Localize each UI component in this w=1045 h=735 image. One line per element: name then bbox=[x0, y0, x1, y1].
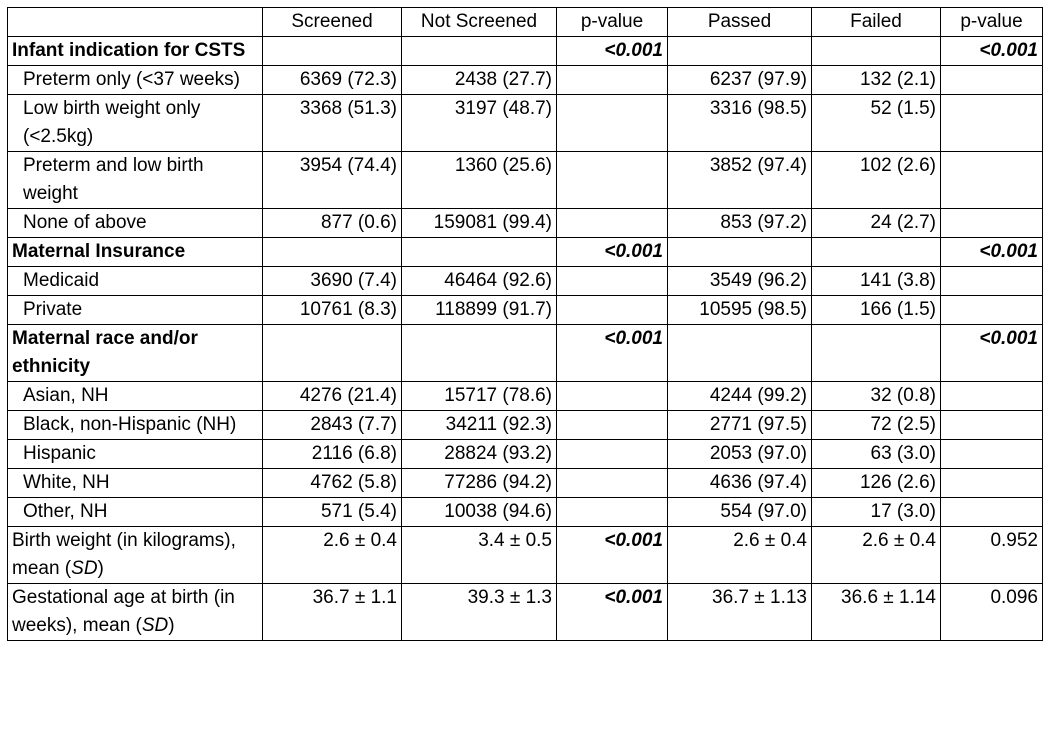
cell-passed: 2771 (97.5) bbox=[668, 411, 812, 440]
cell-failed: 24 (2.7) bbox=[812, 209, 941, 238]
cell-failed: 126 (2.6) bbox=[812, 469, 941, 498]
cell-failed: 63 (3.0) bbox=[812, 440, 941, 469]
cell-passed: 36.7 ± 1.13 bbox=[668, 584, 812, 641]
cell-not-screened: 10038 (94.6) bbox=[402, 498, 557, 527]
cell-not-screened: 3.4 ± 0.5 bbox=[402, 527, 557, 584]
header-screened: Screened bbox=[263, 8, 402, 37]
cell-screened: 2.6 ± 0.4 bbox=[263, 527, 402, 584]
section-label: Infant indication for CSTS bbox=[8, 37, 263, 66]
table-row bbox=[8, 95, 1043, 152]
row-label: Preterm and low birth weight bbox=[8, 152, 263, 209]
cell-passed: 6237 (97.9) bbox=[668, 66, 812, 95]
p-value-screen: <0.001 bbox=[604, 328, 663, 349]
cell-failed: 166 (1.5) bbox=[812, 296, 941, 325]
section-row-maternal-insurance bbox=[8, 238, 1043, 267]
cell-passed: 3549 (96.2) bbox=[668, 267, 812, 296]
row-label: Black, non-Hispanic (NH) bbox=[8, 411, 263, 440]
section-row-maternal-race bbox=[8, 325, 1043, 382]
table-row bbox=[8, 469, 1043, 498]
p-value-screen: <0.001 bbox=[604, 530, 663, 551]
table-row bbox=[8, 209, 1043, 238]
cell-failed: 17 (3.0) bbox=[812, 498, 941, 527]
cell-not-screened: 28824 (93.2) bbox=[402, 440, 557, 469]
cell-failed: 132 (2.1) bbox=[812, 66, 941, 95]
cell-screened: 6369 (72.3) bbox=[263, 66, 402, 95]
p-value-screen: <0.001 bbox=[604, 241, 663, 262]
birth-weight-label: Birth weight (in kilograms), mean (SD) bbox=[8, 527, 263, 584]
p-value-pass: <0.001 bbox=[979, 328, 1038, 349]
cell-screened: 4762 (5.8) bbox=[263, 469, 402, 498]
row-label: None of above bbox=[8, 209, 263, 238]
cell-failed: 52 (1.5) bbox=[812, 95, 941, 152]
cell-not-screened: 159081 (99.4) bbox=[402, 209, 557, 238]
cell-not-screened: 46464 (92.6) bbox=[402, 267, 557, 296]
row-label: Asian, NH bbox=[8, 382, 263, 411]
row-label: Low birth weight only (<2.5kg) bbox=[8, 95, 263, 152]
cell-not-screened: 118899 (91.7) bbox=[402, 296, 557, 325]
data-table bbox=[7, 7, 1043, 641]
cell-not-screened: 34211 (92.3) bbox=[402, 411, 557, 440]
section-label: Maternal Insurance bbox=[8, 238, 263, 267]
cell-passed: 554 (97.0) bbox=[668, 498, 812, 527]
p-value-pass: <0.001 bbox=[979, 40, 1038, 61]
cell-not-screened: 15717 (78.6) bbox=[402, 382, 557, 411]
cell-screened: 4276 (21.4) bbox=[263, 382, 402, 411]
cell-passed: 3852 (97.4) bbox=[668, 152, 812, 209]
birth-weight-row bbox=[8, 527, 1043, 584]
table-container bbox=[7, 7, 1043, 641]
cell-passed: 3316 (98.5) bbox=[668, 95, 812, 152]
cell-failed: 141 (3.8) bbox=[812, 267, 941, 296]
row-label: Preterm only (<37 weeks) bbox=[8, 66, 263, 95]
cell-passed: 4244 (99.2) bbox=[668, 382, 812, 411]
cell-failed: 2.6 ± 0.4 bbox=[812, 527, 941, 584]
row-label: Hispanic bbox=[8, 440, 263, 469]
cell-failed: 36.6 ± 1.14 bbox=[812, 584, 941, 641]
cell-failed: 72 (2.5) bbox=[812, 411, 941, 440]
table-row bbox=[8, 152, 1043, 209]
cell-not-screened: 1360 (25.6) bbox=[402, 152, 557, 209]
cell-screened: 2843 (7.7) bbox=[263, 411, 402, 440]
header-passed: Passed bbox=[668, 8, 812, 37]
header-p-value-screen: p-value bbox=[557, 8, 668, 37]
p-value-pass: 0.096 bbox=[941, 584, 1043, 641]
cell-passed: 853 (97.2) bbox=[668, 209, 812, 238]
header-p-value-pass: p-value bbox=[941, 8, 1043, 37]
p-value-pass: <0.001 bbox=[979, 241, 1038, 262]
header-not-screened: Not Screened bbox=[402, 8, 557, 37]
cell-screened: 36.7 ± 1.1 bbox=[263, 584, 402, 641]
cell-screened: 2116 (6.8) bbox=[263, 440, 402, 469]
table-row bbox=[8, 382, 1043, 411]
table-row bbox=[8, 267, 1043, 296]
cell-passed: 2053 (97.0) bbox=[668, 440, 812, 469]
cell-failed: 32 (0.8) bbox=[812, 382, 941, 411]
section-row-infant-indication bbox=[8, 37, 1043, 66]
cell-not-screened: 3197 (48.7) bbox=[402, 95, 557, 152]
row-label: Medicaid bbox=[8, 267, 263, 296]
gestational-age-row bbox=[8, 584, 1043, 641]
cell-screened: 3368 (51.3) bbox=[263, 95, 402, 152]
row-label: White, NH bbox=[8, 469, 263, 498]
cell-passed: 10595 (98.5) bbox=[668, 296, 812, 325]
cell-screened: 3690 (7.4) bbox=[263, 267, 402, 296]
table-row bbox=[8, 296, 1043, 325]
row-label: Private bbox=[8, 296, 263, 325]
cell-passed: 2.6 ± 0.4 bbox=[668, 527, 812, 584]
cell-not-screened: 2438 (27.7) bbox=[402, 66, 557, 95]
cell-failed: 102 (2.6) bbox=[812, 152, 941, 209]
p-value-pass: 0.952 bbox=[941, 527, 1043, 584]
table-row bbox=[8, 498, 1043, 527]
p-value-screen: <0.001 bbox=[604, 587, 663, 608]
header-failed: Failed bbox=[812, 8, 941, 37]
table-row bbox=[8, 66, 1043, 95]
section-label: Maternal race and/or ethnicity bbox=[8, 325, 263, 382]
table-row bbox=[8, 411, 1043, 440]
table-row bbox=[8, 440, 1043, 469]
p-value-screen: <0.001 bbox=[604, 40, 663, 61]
cell-not-screened: 39.3 ± 1.3 bbox=[402, 584, 557, 641]
cell-screened: 571 (5.4) bbox=[263, 498, 402, 527]
cell-screened: 877 (0.6) bbox=[263, 209, 402, 238]
cell-not-screened: 77286 (94.2) bbox=[402, 469, 557, 498]
cell-screened: 3954 (74.4) bbox=[263, 152, 402, 209]
cell-screened: 10761 (8.3) bbox=[263, 296, 402, 325]
cell-passed: 4636 (97.4) bbox=[668, 469, 812, 498]
header-row bbox=[8, 8, 1043, 37]
header-blank bbox=[8, 8, 263, 37]
gestational-age-label: Gestational age at birth (in weeks), mean (SD) bbox=[8, 584, 263, 641]
row-label: Other, NH bbox=[8, 498, 263, 527]
